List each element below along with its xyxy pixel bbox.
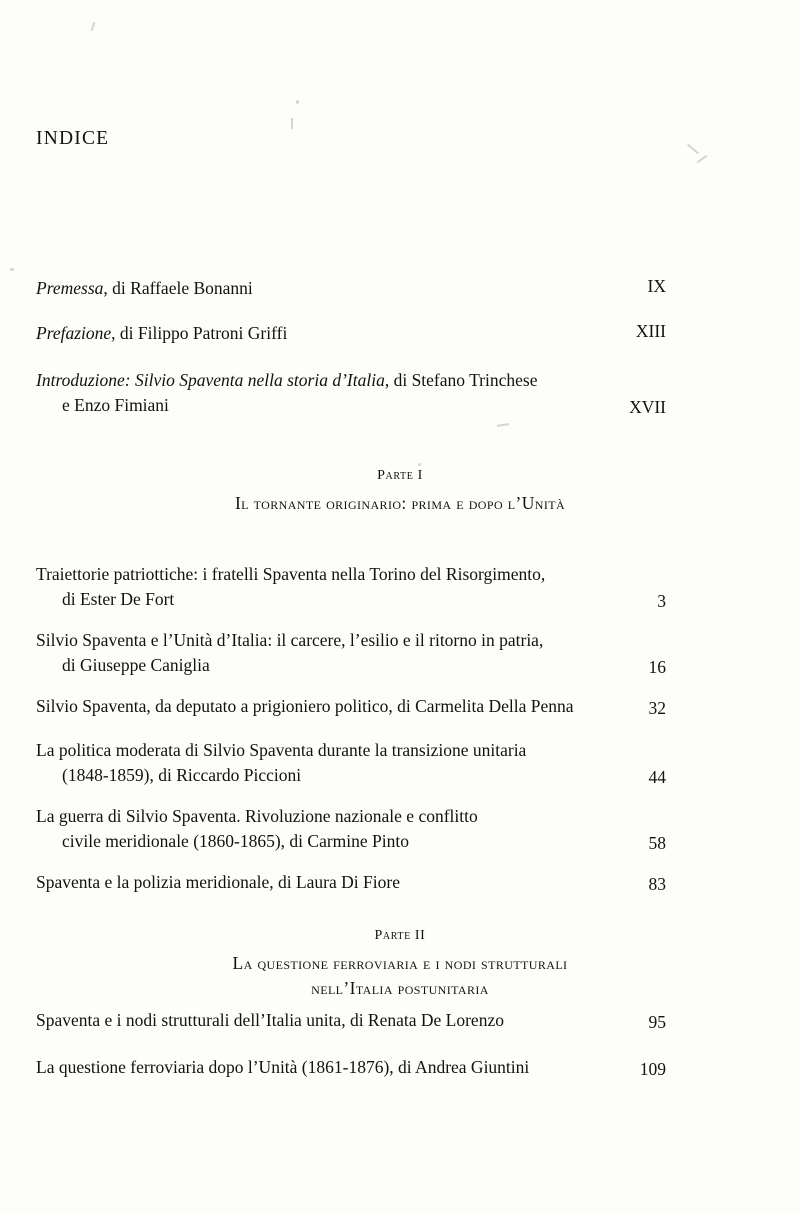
toc-entry-title bbox=[36, 1008, 504, 1033]
scan-speck bbox=[697, 155, 708, 164]
part-two-title-line1: La questione ferroviaria e i nodi strutturali bbox=[232, 953, 568, 973]
toc-entry[interactable] bbox=[36, 321, 666, 346]
scan-speck bbox=[418, 463, 421, 466]
toc-entry[interactable] bbox=[36, 276, 666, 301]
toc-entry-page: XIII bbox=[635, 321, 666, 341]
toc-entry[interactable] bbox=[36, 1008, 666, 1033]
scan-speck bbox=[296, 100, 299, 104]
toc-entry-page: 109 bbox=[639, 1059, 666, 1079]
toc-entry-page: IX bbox=[647, 276, 666, 296]
toc-entry-page: 3 bbox=[657, 591, 666, 611]
part-two-heading bbox=[0, 928, 800, 1001]
toc-entry-title bbox=[36, 628, 543, 678]
toc-entry[interactable] bbox=[36, 694, 666, 719]
scan-speck bbox=[687, 144, 699, 155]
toc-entry-page: 44 bbox=[648, 767, 666, 787]
toc-entry-title bbox=[36, 694, 574, 719]
toc-entry-page: 58 bbox=[648, 833, 666, 853]
front-matter-list bbox=[36, 276, 666, 438]
toc-entry-title bbox=[36, 804, 478, 854]
toc-entry-line1: La questione ferroviaria dopo l’Unità (1861-1876), di Andrea Giuntini bbox=[36, 1057, 530, 1077]
part-one-heading bbox=[0, 468, 800, 516]
toc-entry-line1: Spaventa e i nodi strutturali dell’Italia unita, di Renata De Lorenzo bbox=[36, 1010, 504, 1030]
toc-entry-page: 16 bbox=[648, 657, 666, 677]
toc-entry[interactable] bbox=[36, 870, 666, 895]
toc-entry-title bbox=[36, 870, 400, 895]
toc-entry-title-italic: Introduzione: Silvio Spaventa nella storia d’Italia bbox=[36, 370, 385, 390]
toc-entry-title bbox=[36, 368, 537, 418]
toc-entry-line2: di Ester De Fort bbox=[62, 589, 175, 609]
toc-entry-title-italic: Prefazione bbox=[36, 323, 112, 343]
toc-entry-author: , di Filippo Patroni Griffi bbox=[111, 323, 288, 343]
toc-entry-page: 83 bbox=[648, 874, 666, 894]
toc-entry-title-italic: Premessa bbox=[36, 278, 104, 298]
toc-entry-line2: civile meridionale (1860-1865), di Carmine Pinto bbox=[62, 831, 410, 851]
scan-speck bbox=[291, 118, 293, 129]
page-title: INDICE bbox=[36, 128, 110, 149]
toc-entry-line1: Silvio Spaventa, da deputato a prigioniero politico, di Carmelita Della Penna bbox=[36, 696, 574, 716]
toc-entry-line2: (1848-1859), di Riccardo Piccioni bbox=[62, 765, 302, 785]
toc-entry-title bbox=[36, 321, 287, 346]
toc-entry[interactable] bbox=[36, 562, 666, 612]
scan-speck bbox=[10, 268, 14, 271]
toc-entry[interactable] bbox=[36, 628, 666, 678]
toc-entry-title bbox=[36, 276, 253, 301]
toc-entry-page: 32 bbox=[648, 698, 666, 718]
toc-entry-title bbox=[36, 562, 545, 612]
toc-entry-page: XVII bbox=[629, 397, 666, 417]
toc-entry-line1: Traiettorie patriottiche: i fratelli Spaventa nella Torino del Risorgimento, bbox=[36, 564, 546, 584]
toc-entry-line2: di Giuseppe Caniglia bbox=[62, 655, 210, 675]
toc-entry[interactable] bbox=[36, 738, 666, 788]
toc-entry-author: , di Raffaele Bonanni bbox=[103, 278, 253, 298]
toc-entry-author-second-line: e Enzo Fimiani bbox=[62, 395, 169, 415]
part-two-label: Parte II bbox=[374, 928, 426, 943]
toc-entry[interactable] bbox=[36, 368, 666, 418]
part-one-title: Il tornante originario: prima e dopo l’Unità bbox=[234, 493, 566, 513]
toc-entry-line1: Spaventa e la polizia meridionale, di Laura Di Fiore bbox=[36, 872, 400, 892]
toc-entry-author: , di Stefano Trinchese bbox=[384, 370, 538, 390]
toc-entry-line1: La guerra di Silvio Spaventa. Rivoluzione nazionale e conflitto bbox=[36, 806, 478, 826]
toc-entry-page: 95 bbox=[648, 1012, 666, 1032]
scan-speck bbox=[91, 22, 96, 31]
part-one-label: Parte I bbox=[377, 468, 423, 483]
part-two-entries bbox=[36, 1008, 666, 1096]
toc-entry[interactable] bbox=[36, 804, 666, 854]
toc-entry-line1: Silvio Spaventa e l’Unità d’Italia: il carcere, l’esilio e il ritorno in patria, bbox=[36, 630, 544, 650]
part-two-title-line2: nell’Italia postunitaria bbox=[311, 978, 489, 998]
part-one-entries bbox=[36, 562, 666, 911]
toc-entry-title bbox=[36, 1055, 529, 1080]
toc-entry[interactable] bbox=[36, 1055, 666, 1080]
toc-entry-line1: La politica moderata di Silvio Spaventa durante la transizione unitaria bbox=[36, 740, 527, 760]
toc-entry-title bbox=[36, 738, 526, 788]
